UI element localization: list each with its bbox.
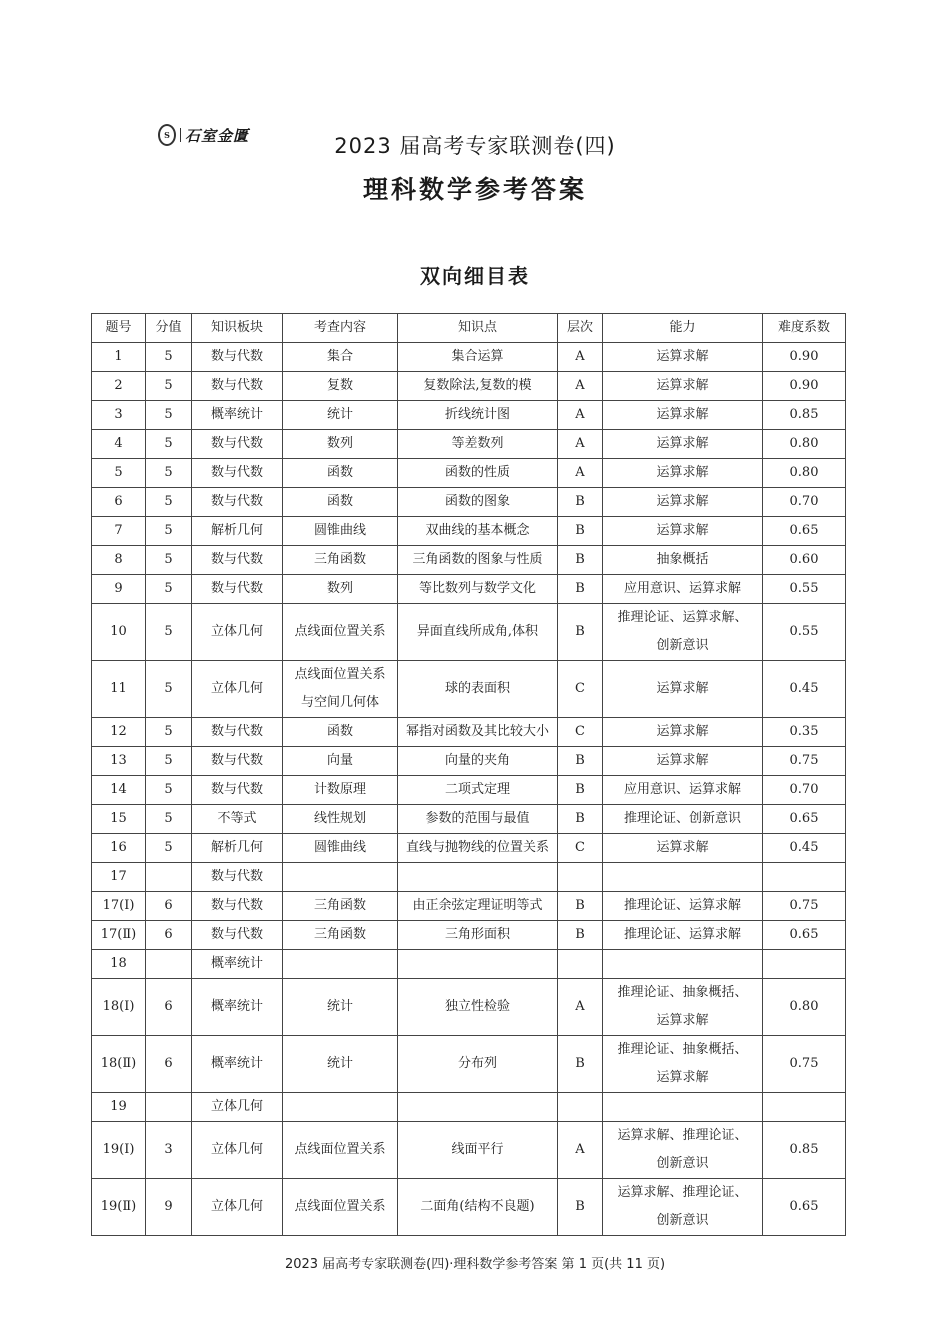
cell-ability: 运算求解 bbox=[603, 430, 763, 459]
cell-level: B bbox=[558, 805, 603, 834]
cell-knowledge: 参数的范围与最值 bbox=[398, 805, 558, 834]
cell-domain: 数与代数 bbox=[192, 372, 283, 401]
cell-level: A bbox=[558, 372, 603, 401]
cell-score: 6 bbox=[146, 892, 192, 921]
table-row bbox=[92, 575, 846, 604]
cell-difficulty: 0.70 bbox=[763, 488, 846, 517]
table-row bbox=[92, 834, 846, 863]
cell-level: B bbox=[558, 921, 603, 950]
cell-knowledge: 三角函数的图象与性质 bbox=[398, 546, 558, 575]
table-row bbox=[92, 1122, 846, 1179]
cell-number: 13 bbox=[92, 747, 146, 776]
cell-ability: 运算求解 bbox=[603, 343, 763, 372]
cell-number: 4 bbox=[92, 430, 146, 459]
cell-knowledge: 二面角(结构不良题) bbox=[398, 1179, 558, 1236]
cell-ability: 运算求解、推理论证、创新意识 bbox=[603, 1122, 763, 1179]
cell-score: 5 bbox=[146, 488, 192, 517]
cell-domain: 数与代数 bbox=[192, 892, 283, 921]
cell-content bbox=[283, 950, 398, 979]
cell-difficulty: 0.75 bbox=[763, 1036, 846, 1093]
cell-number: 1 bbox=[92, 343, 146, 372]
cell-content bbox=[283, 863, 398, 892]
cell-number: 17(Ⅰ) bbox=[92, 892, 146, 921]
cell-domain: 数与代数 bbox=[192, 459, 283, 488]
cell-ability: 推理论证、抽象概括、运算求解 bbox=[603, 979, 763, 1036]
table-row bbox=[92, 1036, 846, 1093]
cell-difficulty: 0.65 bbox=[763, 1179, 846, 1236]
cell-domain: 概率统计 bbox=[192, 950, 283, 979]
cell-score: 5 bbox=[146, 401, 192, 430]
cell-content: 点线面位置关系 bbox=[283, 604, 398, 661]
cell-ability bbox=[603, 863, 763, 892]
table-row bbox=[92, 430, 846, 459]
cell-content: 点线面位置关系与空间几何体 bbox=[283, 661, 398, 718]
cell-domain: 数与代数 bbox=[192, 776, 283, 805]
cell-score: 5 bbox=[146, 517, 192, 546]
cell-difficulty: 0.85 bbox=[763, 401, 846, 430]
cell-level: A bbox=[558, 343, 603, 372]
cell-number: 9 bbox=[92, 575, 146, 604]
cell-domain: 概率统计 bbox=[192, 401, 283, 430]
table-row bbox=[92, 343, 846, 372]
cell-number: 6 bbox=[92, 488, 146, 517]
cell-level: B bbox=[558, 604, 603, 661]
cell-number: 19 bbox=[92, 1093, 146, 1122]
cell-difficulty: 0.90 bbox=[763, 343, 846, 372]
table-row bbox=[92, 1179, 846, 1236]
cell-domain: 立体几何 bbox=[192, 604, 283, 661]
cell-level: C bbox=[558, 834, 603, 863]
cell-level: A bbox=[558, 430, 603, 459]
cell-level: C bbox=[558, 718, 603, 747]
cell-ability: 运算求解 bbox=[603, 747, 763, 776]
col-header-number: 题号 bbox=[92, 314, 146, 343]
cell-difficulty: 0.45 bbox=[763, 661, 846, 718]
table-row bbox=[92, 1093, 846, 1122]
cell-level: B bbox=[558, 488, 603, 517]
cell-difficulty: 0.55 bbox=[763, 575, 846, 604]
cell-content: 向量 bbox=[283, 747, 398, 776]
cell-content: 函数 bbox=[283, 459, 398, 488]
cell-domain: 概率统计 bbox=[192, 1036, 283, 1093]
cell-domain: 立体几何 bbox=[192, 1179, 283, 1236]
cell-number: 18(Ⅱ) bbox=[92, 1036, 146, 1093]
cell-score: 5 bbox=[146, 776, 192, 805]
cell-knowledge bbox=[398, 950, 558, 979]
cell-difficulty: 0.35 bbox=[763, 718, 846, 747]
cell-domain: 立体几何 bbox=[192, 1093, 283, 1122]
cell-difficulty: 0.65 bbox=[763, 921, 846, 950]
table-row bbox=[92, 372, 846, 401]
cell-difficulty: 0.60 bbox=[763, 546, 846, 575]
cell-score: 5 bbox=[146, 372, 192, 401]
cell-level: C bbox=[558, 661, 603, 718]
cell-domain: 立体几何 bbox=[192, 1122, 283, 1179]
cell-difficulty: 0.90 bbox=[763, 372, 846, 401]
table-row bbox=[92, 517, 846, 546]
table-row bbox=[92, 892, 846, 921]
cell-ability: 运算求解 bbox=[603, 517, 763, 546]
col-header-content: 考查内容 bbox=[283, 314, 398, 343]
cell-number: 18(Ⅰ) bbox=[92, 979, 146, 1036]
cell-difficulty: 0.55 bbox=[763, 604, 846, 661]
cell-level: A bbox=[558, 979, 603, 1036]
table-row bbox=[92, 546, 846, 575]
table-row bbox=[92, 979, 846, 1036]
table-row bbox=[92, 488, 846, 517]
cell-number: 18 bbox=[92, 950, 146, 979]
table-row bbox=[92, 805, 846, 834]
cell-number: 14 bbox=[92, 776, 146, 805]
cell-score: 5 bbox=[146, 430, 192, 459]
cell-domain: 数与代数 bbox=[192, 546, 283, 575]
cell-difficulty: 0.70 bbox=[763, 776, 846, 805]
cell-content: 圆锥曲线 bbox=[283, 834, 398, 863]
cell-level: B bbox=[558, 517, 603, 546]
cell-level: B bbox=[558, 776, 603, 805]
cell-content: 集合 bbox=[283, 343, 398, 372]
cell-content: 统计 bbox=[283, 979, 398, 1036]
cell-content: 圆锥曲线 bbox=[283, 517, 398, 546]
cell-ability bbox=[603, 1093, 763, 1122]
col-header-difficulty: 难度系数 bbox=[763, 314, 846, 343]
cell-ability: 推理论证、运算求解、创新意识 bbox=[603, 604, 763, 661]
cell-score: 5 bbox=[146, 604, 192, 661]
cell-difficulty: 0.65 bbox=[763, 805, 846, 834]
cell-difficulty bbox=[763, 950, 846, 979]
cell-knowledge bbox=[398, 1093, 558, 1122]
cell-content bbox=[283, 1093, 398, 1122]
cell-ability: 运算求解 bbox=[603, 661, 763, 718]
logo-mark-icon: S bbox=[158, 124, 176, 146]
cell-domain: 解析几何 bbox=[192, 517, 283, 546]
cell-number: 10 bbox=[92, 604, 146, 661]
cell-domain: 数与代数 bbox=[192, 718, 283, 747]
cell-score: 5 bbox=[146, 805, 192, 834]
cell-score: 6 bbox=[146, 921, 192, 950]
cell-knowledge: 集合运算 bbox=[398, 343, 558, 372]
cell-difficulty bbox=[763, 1093, 846, 1122]
cell-score: 5 bbox=[146, 459, 192, 488]
cell-ability: 运算求解 bbox=[603, 834, 763, 863]
table-header-row bbox=[92, 314, 846, 343]
cell-difficulty: 0.65 bbox=[763, 517, 846, 546]
cell-domain: 解析几何 bbox=[192, 834, 283, 863]
cell-knowledge: 双曲线的基本概念 bbox=[398, 517, 558, 546]
cell-level: B bbox=[558, 892, 603, 921]
cell-knowledge: 折线统计图 bbox=[398, 401, 558, 430]
cell-ability: 推理论证、运算求解 bbox=[603, 921, 763, 950]
cell-number: 16 bbox=[92, 834, 146, 863]
col-header-domain: 知识板块 bbox=[192, 314, 283, 343]
cell-knowledge: 向量的夹角 bbox=[398, 747, 558, 776]
table-row bbox=[92, 604, 846, 661]
cell-difficulty: 0.75 bbox=[763, 892, 846, 921]
cell-number: 17(Ⅱ) bbox=[92, 921, 146, 950]
cell-content: 统计 bbox=[283, 1036, 398, 1093]
cell-number: 19(Ⅰ) bbox=[92, 1122, 146, 1179]
cell-score: 6 bbox=[146, 1036, 192, 1093]
cell-content: 计数原理 bbox=[283, 776, 398, 805]
cell-difficulty: 0.80 bbox=[763, 459, 846, 488]
cell-number: 19(Ⅱ) bbox=[92, 1179, 146, 1236]
col-header-ability: 能力 bbox=[603, 314, 763, 343]
cell-number: 7 bbox=[92, 517, 146, 546]
cell-ability: 运算求解 bbox=[603, 372, 763, 401]
cell-domain: 概率统计 bbox=[192, 979, 283, 1036]
cell-level bbox=[558, 1093, 603, 1122]
cell-ability: 运算求解 bbox=[603, 488, 763, 517]
cell-domain: 立体几何 bbox=[192, 661, 283, 718]
cell-domain: 数与代数 bbox=[192, 488, 283, 517]
cell-domain: 数与代数 bbox=[192, 747, 283, 776]
logo-brand-text: 石室金匱 bbox=[185, 126, 250, 145]
cell-number: 12 bbox=[92, 718, 146, 747]
cell-content: 三角函数 bbox=[283, 892, 398, 921]
cell-content: 点线面位置关系 bbox=[283, 1179, 398, 1236]
cell-knowledge: 独立性检验 bbox=[398, 979, 558, 1036]
cell-difficulty: 0.80 bbox=[763, 979, 846, 1036]
cell-level bbox=[558, 950, 603, 979]
cell-level: A bbox=[558, 401, 603, 430]
cell-number: 11 bbox=[92, 661, 146, 718]
cell-ability bbox=[603, 950, 763, 979]
cell-score bbox=[146, 950, 192, 979]
cell-level: B bbox=[558, 546, 603, 575]
section-title: 双向细目表 bbox=[420, 264, 530, 288]
cell-score: 5 bbox=[146, 343, 192, 372]
cell-content: 三角函数 bbox=[283, 546, 398, 575]
cell-knowledge: 函数的性质 bbox=[398, 459, 558, 488]
cell-score: 6 bbox=[146, 979, 192, 1036]
spec-table bbox=[91, 313, 846, 1236]
cell-difficulty: 0.80 bbox=[763, 430, 846, 459]
cell-difficulty: 0.45 bbox=[763, 834, 846, 863]
cell-number: 8 bbox=[92, 546, 146, 575]
exam-title: 2023 届高考专家联测卷(四) bbox=[334, 134, 616, 158]
cell-ability: 推理论证、抽象概括、运算求解 bbox=[603, 1036, 763, 1093]
table-row bbox=[92, 950, 846, 979]
cell-knowledge: 三角形面积 bbox=[398, 921, 558, 950]
cell-content: 数列 bbox=[283, 575, 398, 604]
cell-difficulty: 0.75 bbox=[763, 747, 846, 776]
cell-score: 5 bbox=[146, 661, 192, 718]
cell-content: 函数 bbox=[283, 718, 398, 747]
cell-level: A bbox=[558, 1122, 603, 1179]
cell-difficulty bbox=[763, 863, 846, 892]
cell-number: 15 bbox=[92, 805, 146, 834]
cell-knowledge: 异面直线所成角,体积 bbox=[398, 604, 558, 661]
cell-domain: 数与代数 bbox=[192, 921, 283, 950]
cell-content: 点线面位置关系 bbox=[283, 1122, 398, 1179]
table-row bbox=[92, 921, 846, 950]
cell-knowledge: 等差数列 bbox=[398, 430, 558, 459]
cell-score bbox=[146, 1093, 192, 1122]
cell-knowledge: 幂指对函数及其比较大小 bbox=[398, 718, 558, 747]
answer-title: 理科数学参考答案 bbox=[362, 175, 587, 204]
table-row bbox=[92, 401, 846, 430]
cell-ability: 应用意识、运算求解 bbox=[603, 776, 763, 805]
cell-content: 统计 bbox=[283, 401, 398, 430]
cell-ability: 推理论证、创新意识 bbox=[603, 805, 763, 834]
cell-knowledge: 等比数列与数学文化 bbox=[398, 575, 558, 604]
cell-ability: 运算求解 bbox=[603, 401, 763, 430]
col-header-level: 层次 bbox=[558, 314, 603, 343]
cell-knowledge: 线面平行 bbox=[398, 1122, 558, 1179]
col-header-knowledge: 知识点 bbox=[398, 314, 558, 343]
cell-ability: 抽象概括 bbox=[603, 546, 763, 575]
cell-ability: 应用意识、运算求解 bbox=[603, 575, 763, 604]
cell-knowledge: 函数的图象 bbox=[398, 488, 558, 517]
table-row bbox=[92, 718, 846, 747]
cell-content: 数列 bbox=[283, 430, 398, 459]
cell-knowledge: 直线与抛物线的位置关系 bbox=[398, 834, 558, 863]
cell-knowledge: 由正余弦定理证明等式 bbox=[398, 892, 558, 921]
cell-ability: 推理论证、运算求解 bbox=[603, 892, 763, 921]
cell-content: 三角函数 bbox=[283, 921, 398, 950]
cell-score: 5 bbox=[146, 834, 192, 863]
cell-level bbox=[558, 863, 603, 892]
cell-ability: 运算求解 bbox=[603, 718, 763, 747]
cell-level: B bbox=[558, 1036, 603, 1093]
cell-level: B bbox=[558, 575, 603, 604]
cell-score: 5 bbox=[146, 546, 192, 575]
cell-level: A bbox=[558, 459, 603, 488]
cell-knowledge: 二项式定理 bbox=[398, 776, 558, 805]
cell-domain: 不等式 bbox=[192, 805, 283, 834]
cell-knowledge: 球的表面积 bbox=[398, 661, 558, 718]
col-header-score: 分值 bbox=[146, 314, 192, 343]
cell-domain: 数与代数 bbox=[192, 430, 283, 459]
cell-score: 5 bbox=[146, 575, 192, 604]
cell-score: 5 bbox=[146, 747, 192, 776]
cell-knowledge bbox=[398, 863, 558, 892]
cell-difficulty: 0.85 bbox=[763, 1122, 846, 1179]
cell-number: 3 bbox=[92, 401, 146, 430]
page-footer: 2023 届高考专家联测卷(四)·理科数学参考答案 第 1 页(共 11 页) bbox=[284, 1257, 666, 1272]
table-row bbox=[92, 776, 846, 805]
cell-knowledge: 分布列 bbox=[398, 1036, 558, 1093]
cell-score: 3 bbox=[146, 1122, 192, 1179]
cell-number: 17 bbox=[92, 863, 146, 892]
cell-score: 5 bbox=[146, 718, 192, 747]
table-row bbox=[92, 661, 846, 718]
cell-content: 函数 bbox=[283, 488, 398, 517]
cell-ability: 运算求解 bbox=[603, 459, 763, 488]
table-row bbox=[92, 459, 846, 488]
cell-ability: 运算求解、推理论证、创新意识 bbox=[603, 1179, 763, 1236]
cell-level: B bbox=[558, 1179, 603, 1236]
cell-number: 5 bbox=[92, 459, 146, 488]
cell-content: 复数 bbox=[283, 372, 398, 401]
cell-domain: 数与代数 bbox=[192, 575, 283, 604]
cell-score: 9 bbox=[146, 1179, 192, 1236]
table-row bbox=[92, 863, 846, 892]
cell-knowledge: 复数除法,复数的模 bbox=[398, 372, 558, 401]
cell-level: B bbox=[558, 747, 603, 776]
cell-number: 2 bbox=[92, 372, 146, 401]
cell-domain: 数与代数 bbox=[192, 343, 283, 372]
cell-content: 线性规划 bbox=[283, 805, 398, 834]
cell-score bbox=[146, 863, 192, 892]
table-row bbox=[92, 747, 846, 776]
cell-domain: 数与代数 bbox=[192, 863, 283, 892]
